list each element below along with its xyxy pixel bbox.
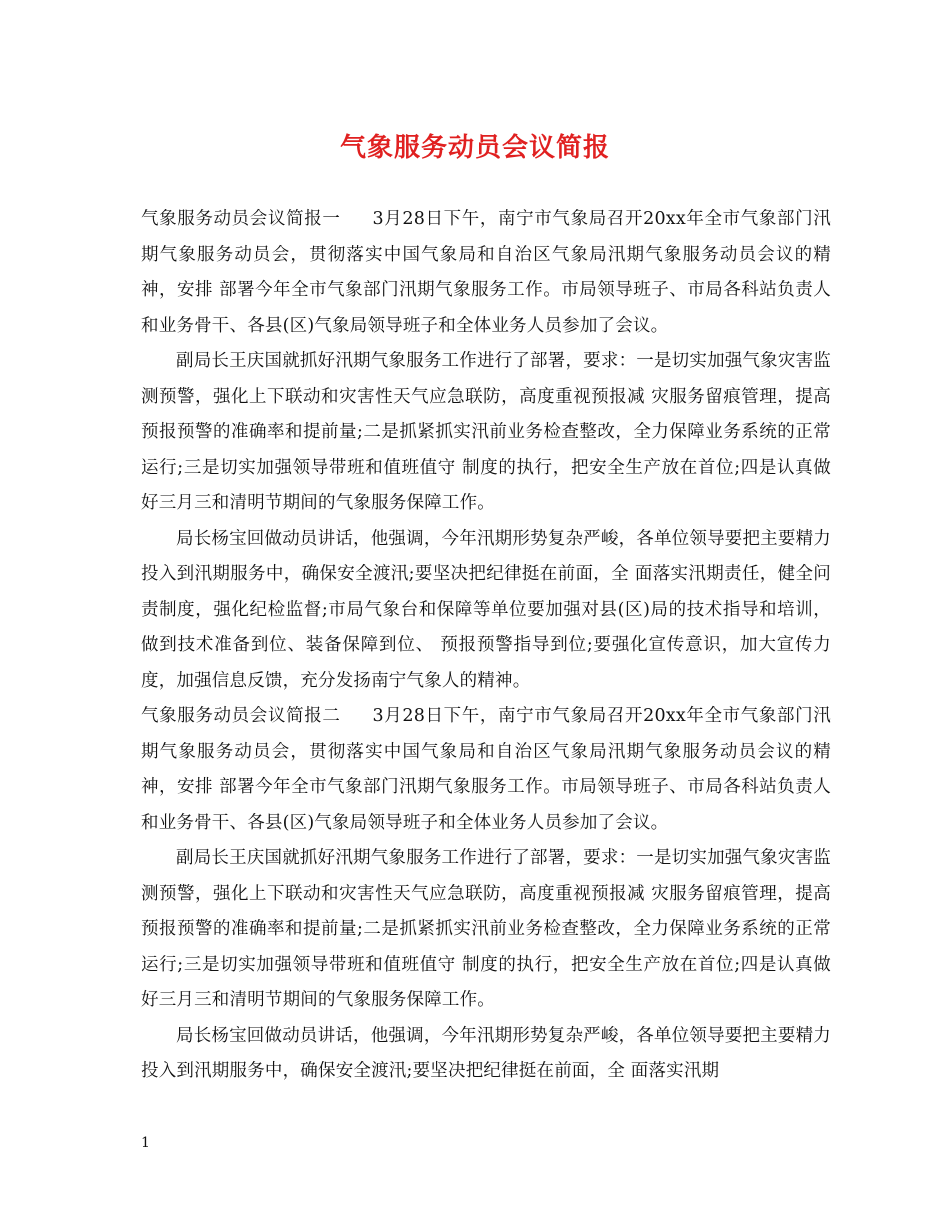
section-2-paragraph-2: 局长杨宝回做动员讲话，他强调，今年汛期形势复杂严峻，各单位领导要把主要精力投入到汛期服务中，确保安全渡汛;要坚决把纪律挺在前面，全 面落实汛期 <box>141 1025 831 1081</box>
page-number: 1 <box>141 1135 150 1151</box>
section-1-paragraph-1: 副局长王庆国就抓好汛期气象服务工作进行了部署，要求：一是切实加强气象灾害监测预警，强化上下联动和灾害性天气应急联防，高度重视预报减 灾服务留痕管理，提高预报预警的准确率和提前量;二是抓紧抓实汛前业务检查整改，全力保障业务系统的正常运行;三是切实加强领导带班和值班值守 制度的执行，把安全生产放在首位;四是认真做好三月三和清明节期间的气象服务保障工作。 <box>141 351 831 513</box>
section-1-heading: 气象服务动员会议简报一 <box>141 209 341 229</box>
document-body <box>141 202 831 1090</box>
document-title: 气象服务动员会议简报 <box>339 133 610 163</box>
section-1-lead-text: 3月28日下午，南宁市气象局召开20xx年全市气象部门汛期气象服务动员会，贯彻落实中国气象局和自治区气象局汛期气象服务动员会议的精神，安排 部署今年全市气象部门汛期气象服务工作。市局领导班子、市局各科站负责人和业务骨干、各县(区)气象局领导班子和全体业务人员参加了会议。 <box>141 209 831 336</box>
section-2-paragraph-1: 副局长王庆国就抓好汛期气象服务工作进行了部署，要求：一是切实加强气象灾害监测预警，强化上下联动和灾害性天气应急联防，高度重视预报减 灾服务留痕管理，提高预报预警的准确率和提前量;二是抓紧抓实汛前业务检查整改，全力保障业务系统的正常运行;三是切实加强领导带班和值班值守 制度的执行，把安全生产放在首位;四是认真做好三月三和清明节期间的气象服务保障工作。 <box>141 848 831 1010</box>
section-1-lead-paragraph <box>141 202 831 344</box>
section-2-lead-paragraph <box>141 699 831 841</box>
section-2-lead-text: 3月28日下午，南宁市气象局召开20xx年全市气象部门汛期气象服务动员会，贯彻落实中国气象局和自治区气象局汛期气象服务动员会议的精神，安排 部署今年全市气象部门汛期气象服务工作。市局领导班子、市局各科站负责人和业务骨干、各县(区)气象局领导班子和全体业务人员参加了会议。 <box>141 706 831 833</box>
section-2-heading: 气象服务动员会议简报二 <box>141 706 341 726</box>
section-1-paragraph-2: 局长杨宝回做动员讲话，他强调，今年汛期形势复杂严峻，各单位领导要把主要精力投入到汛期服务中，确保安全渡汛;要坚决把纪律挺在前面，全 面落实汛期责任，健全问责制度，强化纪检监督;市局气象台和保障等单位要加强对县(区)局的技术指导和培训，做到技术准备到位、装备保障到位、 预报预警指导到位;要强化宣传意识，加大宣传力度，加强信息反馈，充分发扬南宁气象人的精神。 <box>141 528 831 691</box>
